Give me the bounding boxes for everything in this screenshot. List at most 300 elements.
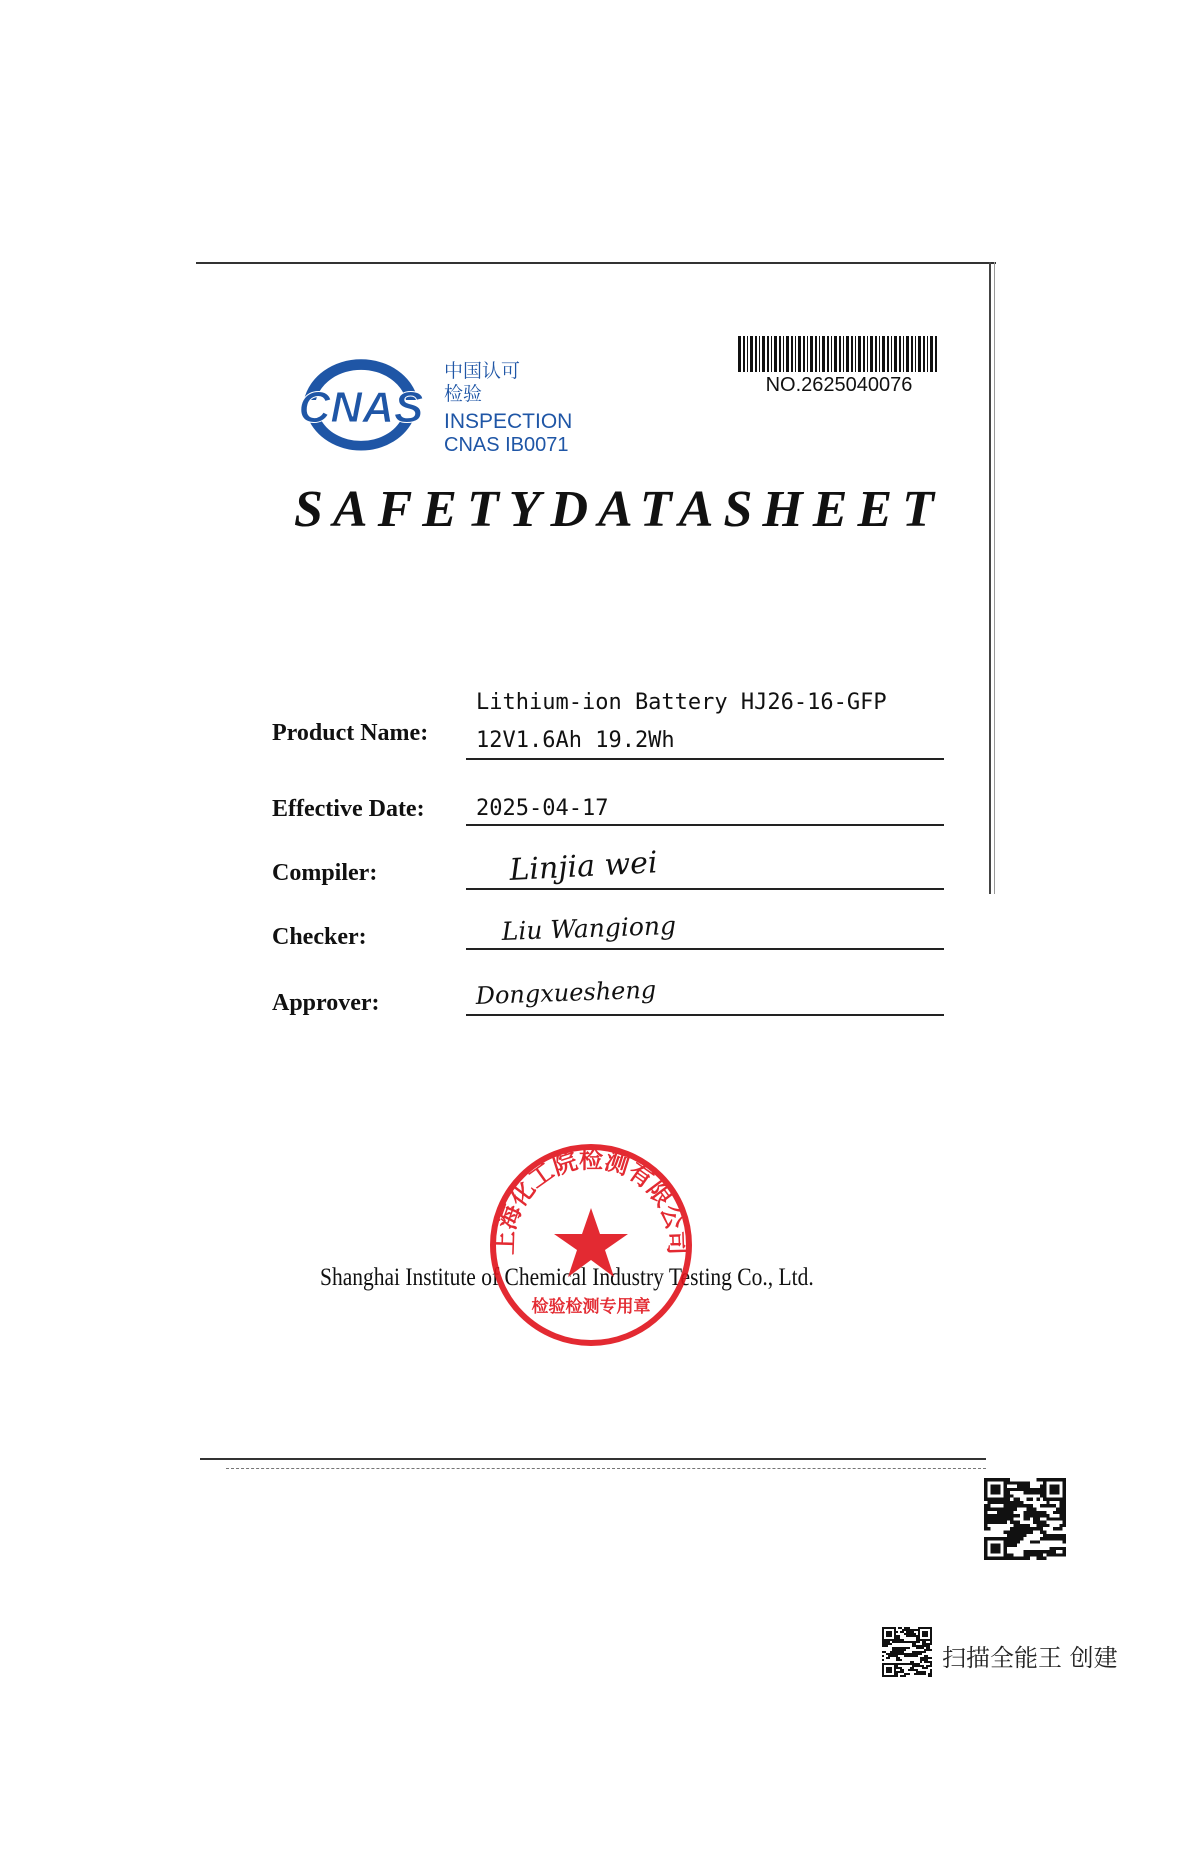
scanner-app-qr-icon [882, 1627, 932, 1677]
qr-module [1000, 1514, 1003, 1517]
qr-module [1030, 1527, 1033, 1530]
qr-module [1010, 1504, 1013, 1507]
barcode-bar [894, 336, 897, 372]
qr-module [1010, 1553, 1013, 1556]
qr-module [898, 1651, 900, 1653]
product-name-underline [466, 758, 944, 760]
qr-module [928, 1645, 930, 1647]
qr-module [1046, 1517, 1049, 1520]
barcode-bar [750, 336, 753, 372]
qr-module [906, 1655, 908, 1657]
qr-module [902, 1639, 904, 1641]
qr-module [1059, 1547, 1062, 1550]
qr-module [908, 1673, 910, 1675]
qr-module [912, 1661, 914, 1663]
qr-module [1004, 1547, 1007, 1550]
qr-module [898, 1649, 900, 1651]
qr-module [991, 1537, 994, 1540]
qr-module [890, 1635, 892, 1637]
qr-module [1040, 1550, 1043, 1553]
qr-module [904, 1675, 906, 1677]
qr-module [1007, 1494, 1010, 1497]
qr-module [1059, 1534, 1062, 1537]
qr-module [892, 1647, 894, 1649]
qr-module [896, 1675, 898, 1677]
qr-module [1063, 1540, 1066, 1543]
qr-module [902, 1651, 904, 1653]
qr-module [924, 1635, 926, 1637]
qr-module [896, 1657, 898, 1659]
qr-module [900, 1649, 902, 1651]
qr-module [984, 1547, 987, 1550]
barcode-bar [767, 336, 769, 372]
qr-module [991, 1485, 994, 1488]
qr-module [1040, 1557, 1043, 1560]
qr-module [1046, 1550, 1049, 1553]
qr-module [1030, 1530, 1033, 1533]
qr-module [930, 1661, 932, 1663]
qr-module [922, 1657, 924, 1659]
qr-module [888, 1671, 890, 1673]
qr-module [1063, 1488, 1066, 1491]
qr-module [1063, 1508, 1066, 1511]
qr-module [896, 1649, 898, 1651]
qr-module [1014, 1521, 1017, 1524]
qr-module [1036, 1514, 1039, 1517]
qr-module [1014, 1504, 1017, 1507]
qr-module [908, 1669, 910, 1671]
qr-module [1040, 1553, 1043, 1556]
qr-module [1046, 1534, 1049, 1537]
qr-module [1007, 1488, 1010, 1491]
qr-module [922, 1665, 924, 1667]
qr-module [1004, 1494, 1007, 1497]
qr-module [1027, 1527, 1030, 1530]
qr-module [1004, 1544, 1007, 1547]
qr-module [1050, 1488, 1053, 1491]
qr-module [922, 1643, 924, 1645]
qr-module [984, 1537, 987, 1540]
qr-module [1043, 1485, 1046, 1488]
qr-module [1043, 1491, 1046, 1494]
qr-module [1000, 1498, 1003, 1501]
qr-module [1027, 1508, 1030, 1511]
qr-module [906, 1635, 908, 1637]
qr-module [924, 1643, 926, 1645]
qr-module [1063, 1550, 1066, 1553]
qr-module [894, 1637, 896, 1639]
qr-module [912, 1663, 914, 1665]
qr-module [894, 1653, 896, 1655]
qr-module [892, 1653, 894, 1655]
qr-module [926, 1649, 928, 1651]
cnas-accreditation-code: CNAS IB0071 [444, 434, 569, 456]
qr-module [1017, 1501, 1020, 1504]
qr-module [1043, 1498, 1046, 1501]
qr-module [1033, 1517, 1036, 1520]
qr-module [914, 1645, 916, 1647]
qr-module [984, 1540, 987, 1543]
qr-module [908, 1627, 910, 1629]
qr-module [918, 1637, 920, 1639]
compiler-label: Compiler: [272, 860, 378, 886]
cnas-inspection-label: INSPECTION [444, 410, 573, 433]
barcode-bar [855, 336, 856, 372]
barcode-bar [759, 336, 760, 372]
qr-module [1017, 1521, 1020, 1524]
qr-module [1030, 1553, 1033, 1556]
cnas-cn-line2: 检验 [444, 383, 483, 405]
barcode-bar [822, 336, 825, 372]
qr-module [1059, 1511, 1062, 1514]
qr-module [1040, 1478, 1043, 1481]
qr-module [1023, 1530, 1026, 1533]
qr-module [1007, 1481, 1010, 1484]
qr-module [892, 1627, 894, 1629]
barcode-bar [930, 336, 933, 372]
barcode-bar [783, 336, 784, 372]
qr-module [987, 1514, 990, 1517]
qr-module [886, 1653, 888, 1655]
qr-module [924, 1645, 926, 1647]
qr-module [1046, 1514, 1049, 1517]
qr-module [987, 1537, 990, 1540]
qr-module [1056, 1517, 1059, 1520]
barcode-bar [927, 336, 928, 372]
qr-module [900, 1651, 902, 1653]
qr-module [1020, 1537, 1023, 1540]
qr-module [890, 1667, 892, 1669]
qr-module [918, 1631, 920, 1633]
qr-module [900, 1641, 902, 1643]
qr-module [1053, 1553, 1056, 1556]
effective-date-value: 2025-04-17 [476, 796, 609, 821]
qr-module [1010, 1557, 1013, 1560]
qr-module [984, 1491, 987, 1494]
qr-module [920, 1653, 922, 1655]
qr-module [1023, 1553, 1026, 1556]
qr-module [890, 1651, 892, 1653]
qr-module [930, 1629, 932, 1631]
qr-module [1007, 1511, 1010, 1514]
qr-module [906, 1673, 908, 1675]
qr-module [1007, 1557, 1010, 1560]
qr-module [902, 1629, 904, 1631]
qr-module [902, 1649, 904, 1651]
qr-module [884, 1639, 886, 1641]
qr-module [1010, 1540, 1013, 1543]
qr-module [1010, 1521, 1013, 1524]
qr-module [894, 1651, 896, 1653]
barcode-bar [798, 336, 801, 372]
qr-module [916, 1645, 918, 1647]
qr-module [1063, 1547, 1066, 1550]
qr-module [886, 1643, 888, 1645]
qr-module [930, 1635, 932, 1637]
qr-module [987, 1557, 990, 1560]
frame-right-border-inner [994, 262, 995, 894]
qr-module [920, 1627, 922, 1629]
qr-module [890, 1639, 892, 1641]
verification-qr-code[interactable] [984, 1474, 1066, 1564]
qr-module [1043, 1550, 1046, 1553]
qr-module [1010, 1534, 1013, 1537]
qr-module [896, 1651, 898, 1653]
qr-module [926, 1665, 928, 1667]
qr-module [894, 1641, 896, 1643]
qr-module [1036, 1521, 1039, 1524]
qr-module [910, 1653, 912, 1655]
qr-module [1056, 1498, 1059, 1501]
qr-module [1059, 1514, 1062, 1517]
qr-module [1050, 1550, 1053, 1553]
qr-module [924, 1631, 926, 1633]
qr-module [916, 1673, 918, 1675]
qr-module [1030, 1514, 1033, 1517]
qr-module [898, 1663, 900, 1665]
qr-module [1059, 1517, 1062, 1520]
qr-module [1004, 1553, 1007, 1556]
qr-module [922, 1645, 924, 1647]
qr-module [894, 1655, 896, 1657]
qr-module [991, 1547, 994, 1550]
qr-module [926, 1647, 928, 1649]
qr-module [1050, 1547, 1053, 1550]
qr-module [916, 1635, 918, 1637]
qr-module [1007, 1491, 1010, 1494]
qr-module [922, 1627, 924, 1629]
qr-module [894, 1665, 896, 1667]
qr-module [890, 1631, 892, 1633]
qr-module [922, 1641, 924, 1643]
barcode-bar [791, 336, 793, 372]
qr-module [1043, 1537, 1046, 1540]
qr-module [882, 1639, 884, 1641]
qr-module [914, 1629, 916, 1631]
qr-module [1056, 1508, 1059, 1511]
qr-module [1063, 1498, 1066, 1501]
qr-module [888, 1641, 890, 1643]
qr-module [1027, 1553, 1030, 1556]
qr-module [991, 1521, 994, 1524]
qr-module [1033, 1527, 1036, 1530]
qr-module [1017, 1537, 1020, 1540]
qr-module [1014, 1488, 1017, 1491]
barcode-bar [846, 336, 849, 372]
qr-module [926, 1627, 928, 1629]
qr-module [908, 1647, 910, 1649]
qr-module [1046, 1537, 1049, 1540]
qr-module [914, 1641, 916, 1643]
qr-module [1000, 1478, 1003, 1481]
qr-module [918, 1639, 920, 1641]
qr-module [916, 1671, 918, 1673]
qr-module [1007, 1514, 1010, 1517]
qr-module [910, 1669, 912, 1671]
qr-module [912, 1645, 914, 1647]
qr-module [882, 1665, 884, 1667]
qr-module [900, 1669, 902, 1671]
qr-module [994, 1557, 997, 1560]
qr-module [1017, 1504, 1020, 1507]
qr-module [1043, 1514, 1046, 1517]
qr-module [1000, 1537, 1003, 1540]
qr-module [1040, 1524, 1043, 1527]
qr-module [1004, 1557, 1007, 1560]
qr-module [908, 1629, 910, 1631]
qr-module [1056, 1537, 1059, 1540]
qr-module [994, 1547, 997, 1550]
qr-module [886, 1641, 888, 1643]
barcode-bar [803, 336, 805, 372]
qr-module [926, 1633, 928, 1635]
qr-module [1050, 1478, 1053, 1481]
qr-module [994, 1517, 997, 1520]
qr-module [882, 1667, 884, 1669]
qr-module [1063, 1534, 1066, 1537]
barcode-bar [923, 336, 925, 372]
qr-module [1010, 1537, 1013, 1540]
barcode-bar [815, 336, 817, 372]
compiler-underline [466, 888, 944, 890]
qr-module [896, 1665, 898, 1667]
qr-module [882, 1633, 884, 1635]
official-seal-stamp [486, 1140, 696, 1350]
qr-module [997, 1537, 1000, 1540]
qr-module [890, 1669, 892, 1671]
qr-module [1063, 1511, 1066, 1514]
qr-module [1043, 1481, 1046, 1484]
qr-module [1007, 1544, 1010, 1547]
qr-module [1010, 1494, 1013, 1497]
qr-module [1040, 1514, 1043, 1517]
qr-module [930, 1631, 932, 1633]
qr-module [991, 1514, 994, 1517]
qr-module [1063, 1481, 1066, 1484]
qr-module [984, 1514, 987, 1517]
qr-module [912, 1631, 914, 1633]
qr-module [926, 1631, 928, 1633]
qr-module [1027, 1557, 1030, 1560]
qr-module [1007, 1534, 1010, 1537]
qr-module [882, 1629, 884, 1631]
qr-module [928, 1649, 930, 1651]
qr-module [930, 1627, 932, 1629]
qr-module [890, 1655, 892, 1657]
qr-module [920, 1657, 922, 1659]
qr-module [994, 1501, 997, 1504]
effective-date-underline [466, 824, 944, 826]
qr-module [1036, 1550, 1039, 1553]
qr-module [1036, 1498, 1039, 1501]
qr-module [997, 1550, 1000, 1553]
qr-module [991, 1478, 994, 1481]
qr-module [1053, 1550, 1056, 1553]
qr-module [1053, 1511, 1056, 1514]
qr-module [991, 1517, 994, 1520]
qr-module [1040, 1527, 1043, 1530]
qr-module [916, 1663, 918, 1665]
qr-module [1023, 1514, 1026, 1517]
qr-module [900, 1627, 902, 1629]
qr-module [1010, 1530, 1013, 1533]
qr-module [994, 1521, 997, 1524]
qr-module [1053, 1534, 1056, 1537]
qr-module [930, 1663, 932, 1665]
qr-module [1050, 1504, 1053, 1507]
qr-module [1050, 1517, 1053, 1520]
qr-module [1000, 1511, 1003, 1514]
qr-module [894, 1673, 896, 1675]
qr-module [994, 1537, 997, 1540]
qr-module [898, 1627, 900, 1629]
qr-module [997, 1511, 1000, 1514]
qr-module [994, 1498, 997, 1501]
qr-module [984, 1488, 987, 1491]
qr-module [997, 1485, 1000, 1488]
barcode-bar [870, 336, 873, 372]
qr-module [1040, 1521, 1043, 1524]
qr-module [1059, 1501, 1062, 1504]
qr-module [900, 1667, 902, 1669]
qr-module [1033, 1511, 1036, 1514]
qr-module [1030, 1550, 1033, 1553]
qr-module [984, 1504, 987, 1507]
qr-module [1014, 1524, 1017, 1527]
qr-module [1050, 1534, 1053, 1537]
qr-module [1017, 1534, 1020, 1537]
qr-module [1043, 1524, 1046, 1527]
qr-module [1000, 1557, 1003, 1560]
qr-module [1023, 1527, 1026, 1530]
qr-module [1053, 1517, 1056, 1520]
qr-module [918, 1635, 920, 1637]
qr-module [1056, 1547, 1059, 1550]
qr-module [912, 1629, 914, 1631]
qr-module [1040, 1491, 1043, 1494]
qr-module [930, 1675, 932, 1677]
qr-module [898, 1635, 900, 1637]
qr-module [888, 1633, 890, 1635]
qr-module [1023, 1511, 1026, 1514]
qr-module [894, 1631, 896, 1633]
qr-module [894, 1675, 896, 1677]
qr-module [898, 1639, 900, 1641]
qr-module [1004, 1517, 1007, 1520]
qr-module [997, 1544, 1000, 1547]
qr-module [1004, 1514, 1007, 1517]
qr-module [1020, 1488, 1023, 1491]
qr-module [1056, 1511, 1059, 1514]
qr-module [1040, 1485, 1043, 1488]
qr-module [906, 1663, 908, 1665]
qr-module [894, 1629, 896, 1631]
qr-module [882, 1673, 884, 1675]
qr-module [1043, 1534, 1046, 1537]
qr-module [904, 1647, 906, 1649]
qr-module [1036, 1517, 1039, 1520]
qr-module [922, 1659, 924, 1661]
qr-module [918, 1663, 920, 1665]
qr-module [894, 1649, 896, 1651]
qr-module [997, 1478, 1000, 1481]
qr-module [984, 1485, 987, 1488]
qr-module [902, 1675, 904, 1677]
qr-module [1010, 1544, 1013, 1547]
qr-module [912, 1635, 914, 1637]
qr-module [1017, 1524, 1020, 1527]
qr-module [926, 1643, 928, 1645]
